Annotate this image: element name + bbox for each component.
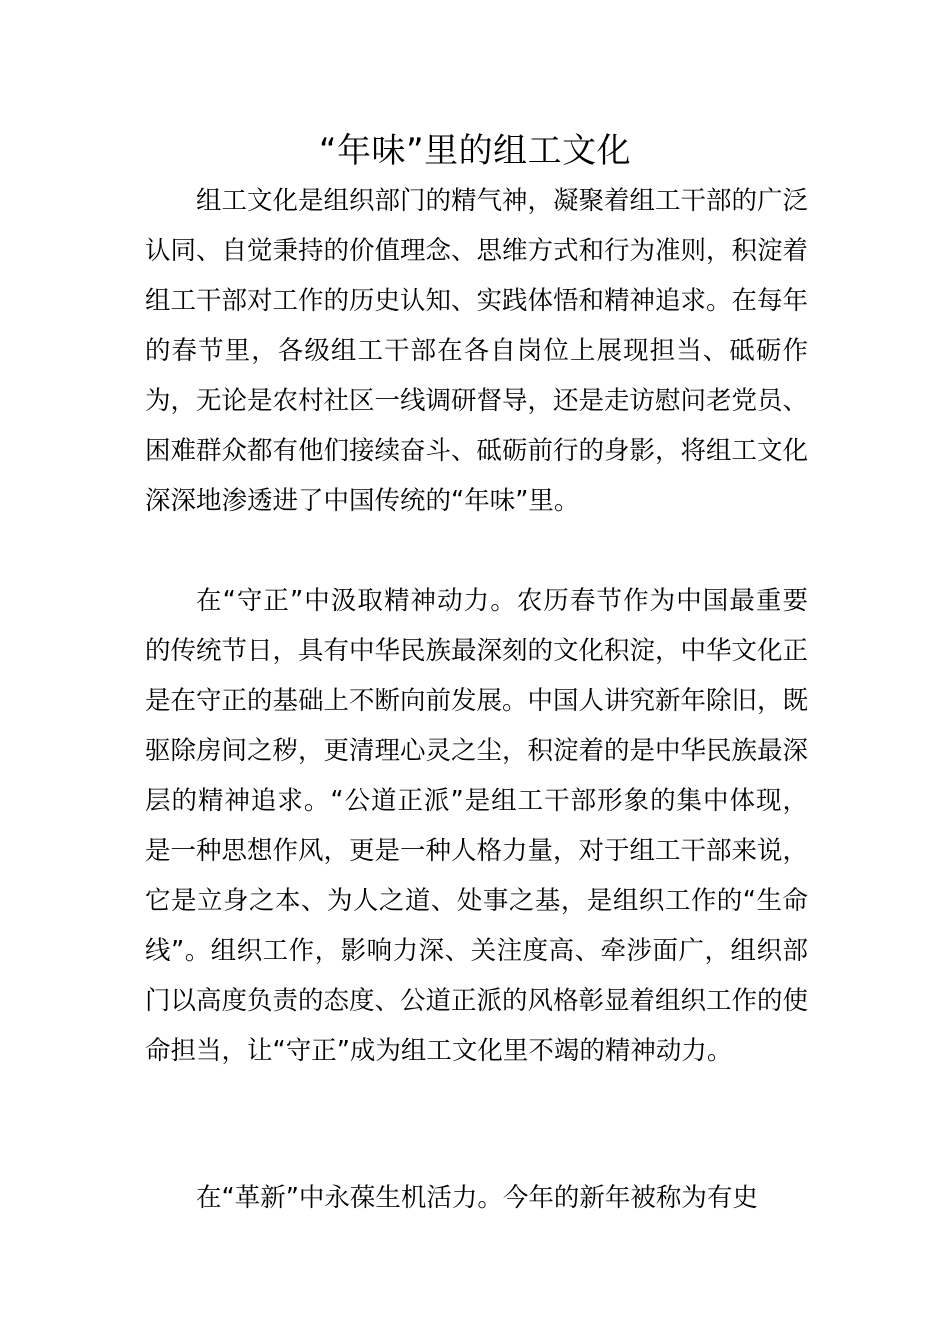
paragraph-gexin: 在“革新”中永葆生机活力。今年的新年被称为有史 [196,1183,758,1213]
document-title: “年味”里的组工文化 [318,131,632,171]
paragraph-shouzheng: 在“守正”中汲取精神动力。农历春节作为中国最重要的传统节日，具有中华民族最深刻的文化积淀，中华文化正是在守正的基础上不断向前发展。中国人讲究新年除旧，既驱除房间之秽，更清理心灵之尘，积淀着的是中华民族最深层的精神追求。“公道正派”是组工干部形象的集中体现，是一种思想作风，更是一种人格力量，对于组工干部来说，它是立身之本、为人之道、处事之基，是组织工作的“生命线”。组织工作，影响力深、关注度高、牵涉面广，组织部门以高度负责的态度、公道正派的风格彰显着组织工作的使命担当，让“守正”成为组工文化里不竭的精神动力。 [145,586,809,1066]
paragraph-intro: 组工文化是组织部门的精气神，凝聚着组工干部的广泛认同、自觉秉持的价值理念、思维方式和行为准则，积淀着组工干部对工作的历史认知、实践体悟和精神追求。在每年的春节里，各级组工干部在各自岗位上展现担当、砥砺作为，无论是农村社区一线调研督导，还是走访慰问老党员、困难群众都有他们接续奋斗、砥砺前行的身影，将组工文化深深地渗透进了中国传统的“年味”里。 [145,186,809,516]
